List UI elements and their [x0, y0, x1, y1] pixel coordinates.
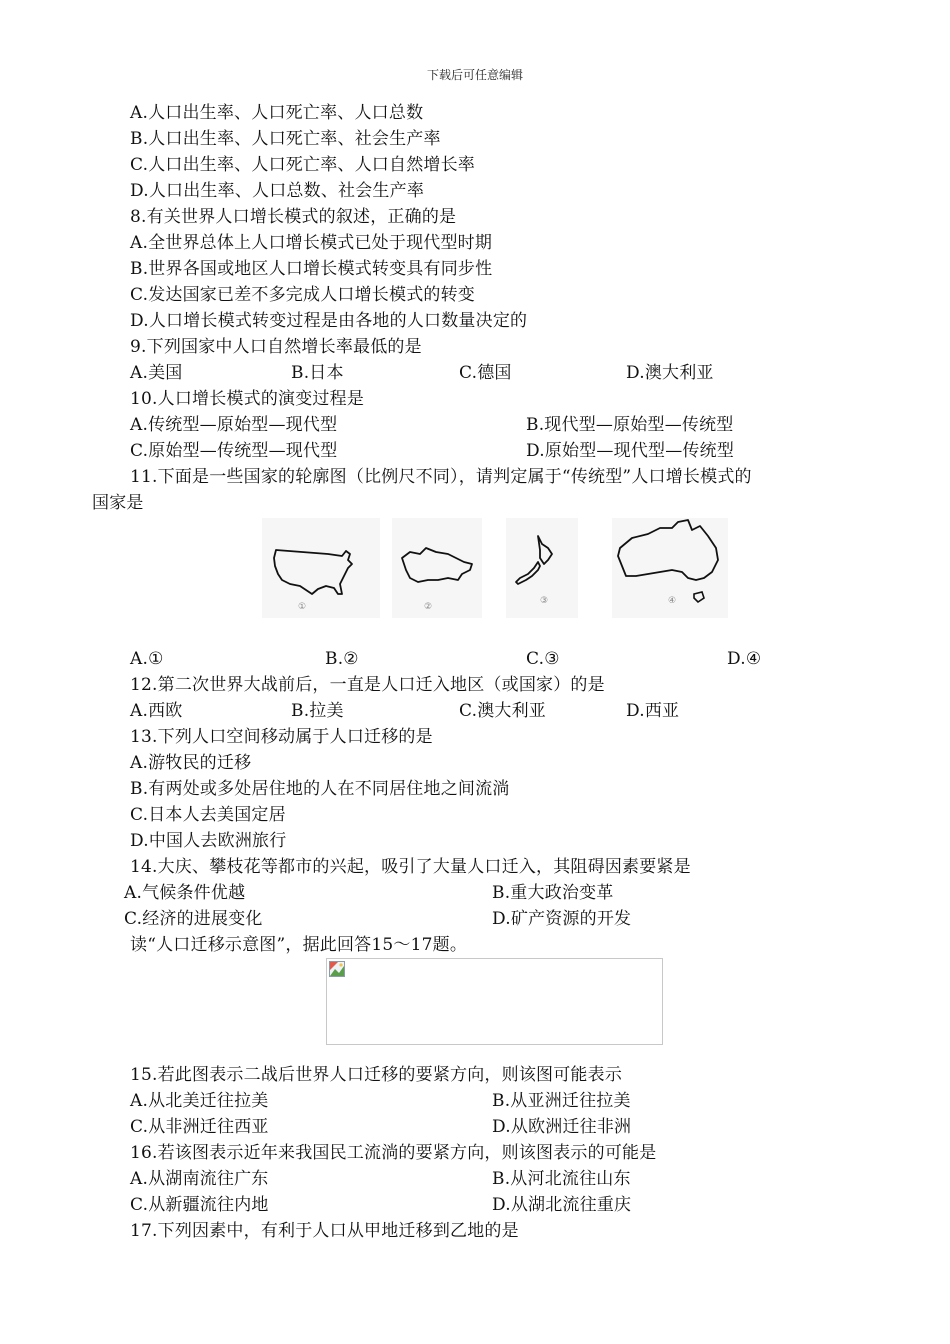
q8-option-a: A.全世界总体上人口增长模式已处于现代型时期	[130, 233, 493, 253]
q11-stem-line1: 11.下面是一些国家的轮廓图（比例尺不同），请判定属于“传统型”人口增长模式的	[130, 467, 752, 487]
q7-option-b: B.人口出生率、人口死亡率、社会生产率	[130, 129, 441, 149]
q14-option-c: C.经济的进展变化	[124, 909, 263, 929]
q16-option-c: C.从新疆流往内地	[130, 1195, 269, 1215]
q12-option-d: D.西亚	[626, 701, 680, 721]
q15-option-a: A.从北美迁往拉美	[130, 1091, 269, 1111]
q14-stem: 14.大庆、攀枝花等都市的兴起，吸引了大量人口迁入，其阻碍因素要紧是	[130, 857, 691, 877]
q16-stem: 16.若该图表示近年来我国民工流淌的要紧方向，则该图表示的可能是	[130, 1143, 657, 1163]
q15-option-c: C.从非洲迁往西亚	[130, 1117, 269, 1137]
q9-stem: 9.下列国家中人口自然增长率最低的是	[130, 337, 422, 357]
q9-option-c: C.德国	[459, 363, 512, 383]
q10-option-b: B.现代型—原始型—传统型	[526, 415, 734, 435]
q8-stem: 8.有关世界人口增长模式的叙述，正确的是	[130, 207, 457, 227]
q16-option-b: B.从河北流往山东	[492, 1169, 631, 1189]
map-label-1: ①	[298, 602, 307, 612]
q8-option-c: C.发达国家已差不多完成人口增长模式的转变	[130, 285, 476, 305]
q9-option-d: D.澳大利亚	[626, 363, 714, 383]
q13-stem: 13.下列人口空间移动属于人口迁移的是	[130, 727, 433, 747]
q10-option-a: A.传统型—原始型—现代型	[130, 415, 338, 435]
q12-stem: 12.第二次世界大战前后，一直是人口迁入地区（或国家）的是	[130, 675, 605, 695]
country-outline-figure	[262, 518, 728, 618]
q11-option-a: A.①	[130, 649, 164, 669]
q14-option-d: D.矿产资源的开发	[492, 909, 632, 929]
map-new-zealand-outline	[506, 518, 578, 618]
q15-option-b: B.从亚洲迁往拉美	[492, 1091, 631, 1111]
map-australia-outline	[612, 518, 728, 618]
q12-option-a: A.西欧	[130, 701, 183, 721]
q8-option-b: B.世界各国或地区人口增长模式转变具有同步性	[130, 259, 493, 279]
q17-stem: 17.下列因素中，有利于人口从甲地迁移到乙地的是	[130, 1221, 519, 1241]
q12-option-c: C.澳大利亚	[459, 701, 547, 721]
q10-option-c: C.原始型—传统型—现代型	[130, 441, 338, 461]
q15-stem: 15.若此图表示二战后世界人口迁移的要紧方向，则该图可能表示	[130, 1065, 623, 1085]
reading-intro: 读“人口迁移示意图”，据此回答15～17题。	[130, 935, 468, 955]
q10-stem: 10.人口增长模式的演变过程是	[130, 389, 365, 409]
q13-option-c: C.日本人去美国定居	[130, 805, 286, 825]
map-mongolia-outline	[392, 518, 482, 618]
q7-option-a: A.人口出生率、人口死亡率、人口总数	[130, 103, 424, 123]
map-label-3: ③	[540, 596, 549, 606]
q14-option-a: A.气候条件优越	[124, 883, 246, 903]
q7-option-d: D.人口出生率、人口总数、社会生产率	[130, 181, 425, 201]
q7-option-c: C.人口出生率、人口死亡率、人口自然增长率	[130, 155, 476, 175]
q11-option-c: C.③	[526, 649, 560, 669]
q11-stem-line2: 国家是	[92, 493, 144, 513]
broken-image-icon	[329, 961, 345, 977]
q14-option-b: B.重大政治变革	[492, 883, 614, 903]
q16-option-a: A.从湖南流往广东	[130, 1169, 269, 1189]
q8-option-d: D.人口增长模式转变过程是由各地的人口数量决定的	[130, 311, 528, 331]
q9-option-a: A.美国	[130, 363, 183, 383]
q13-option-d: D.中国人去欧洲旅行	[130, 831, 287, 851]
q12-option-b: B.拉美	[291, 701, 344, 721]
q9-option-b: B.日本	[291, 363, 344, 383]
migration-diagram-placeholder	[326, 958, 663, 1045]
q16-option-d: D.从湖北流往重庆	[492, 1195, 632, 1215]
q13-option-a: A.游牧民的迁移	[130, 753, 252, 773]
q11-option-d: D.④	[727, 649, 762, 669]
page-header: 下载后可任意编辑	[426, 68, 523, 82]
map-label-2: ②	[424, 602, 433, 612]
q13-option-b: B.有两处或多处居住地的人在不同居住地之间流淌	[130, 779, 510, 799]
q15-option-d: D.从欧洲迁往非洲	[492, 1117, 632, 1137]
q10-option-d: D.原始型—现代型—传统型	[526, 441, 735, 461]
map-usa-outline	[262, 518, 380, 618]
q11-option-b: B.②	[325, 649, 359, 669]
map-label-4: ④	[668, 596, 677, 606]
